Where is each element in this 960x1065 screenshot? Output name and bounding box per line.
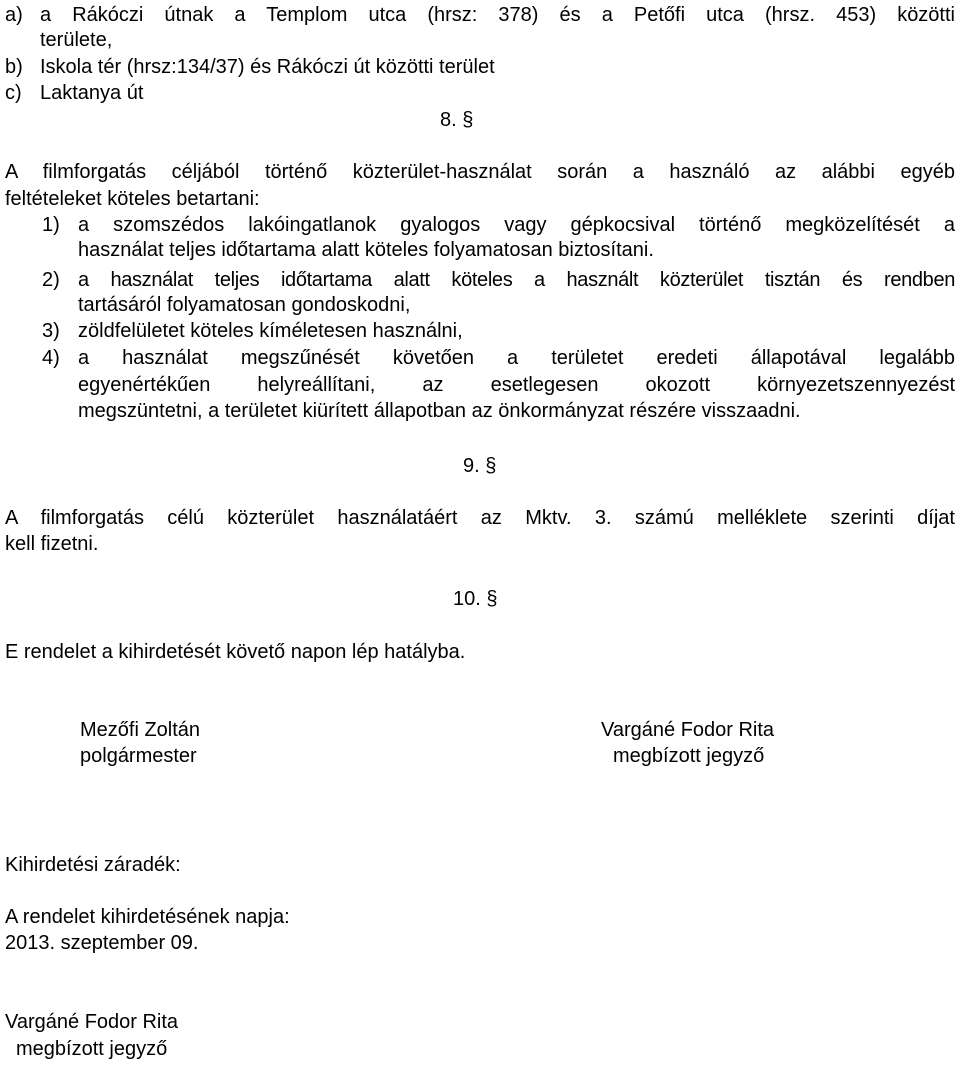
list-marker-b: b): [5, 56, 23, 78]
section-heading-9: 9. §: [463, 455, 497, 477]
section10-text: E rendelet a kihirdetését követő napon lép hatályba.: [5, 641, 466, 663]
section8-item1-line1: a szomszédos lakóingatlanok gyalogos vagy gépkocsival történő megközelítését a: [78, 214, 955, 236]
announcement-date-label: A rendelet kihirdetésének napja:: [5, 906, 290, 928]
section8-item1-marker: 1): [42, 214, 60, 236]
section8-intro-line2: feltételeket köteles betartani:: [5, 188, 260, 210]
section8-item4-line1: a használat megszűnését követően a területet eredeti állapotával legalább: [78, 347, 955, 369]
section8-item2-marker: 2): [42, 269, 60, 291]
section8-item4-marker: 4): [42, 347, 60, 369]
section8-item1-line2: használat teljes időtartama alatt köteles folyamatosan biztosítani.: [78, 239, 654, 261]
section8-intro-line1: A filmforgatás céljából történő közterület-használat során a használó az alábbi egyéb: [5, 161, 955, 183]
section8-item3-marker: 3): [42, 320, 60, 342]
section8-item4-line3: megszüntetni, a területet kiürített állapotban az önkormányzat részére visszaadni.: [78, 400, 801, 422]
list-item-a-line1: a Rákóczi útnak a Templom utca (hrsz: 378) és a Petőfi utca (hrsz. 453) közötti: [40, 4, 955, 26]
section-heading-8: 8. §: [440, 109, 474, 131]
signature-right-title: megbízott jegyző: [613, 745, 765, 767]
list-item-c: Laktanya út: [40, 82, 144, 104]
section8-item4-line2: egyenértékűen helyreállítani, az esetlegesen okozott környezetszennyezést: [78, 374, 955, 396]
list-item-b: Iskola tér (hrsz:134/37) és Rákóczi út közötti terület: [40, 56, 495, 78]
section8-item2-line1: a használat teljes időtartama alatt köteles a használt közterület tisztán és rendben: [78, 269, 955, 291]
signature-left-title: polgármester: [80, 745, 197, 767]
section9-text-line2: kell fizetni.: [5, 533, 99, 555]
section8-item3-line1: zöldfelületet köteles kíméletesen használni,: [78, 320, 463, 342]
announcement-date-value: 2013. szeptember 09.: [5, 932, 199, 954]
list-marker-c: c): [5, 82, 22, 104]
announcement-signer-title: megbízott jegyző: [16, 1038, 168, 1060]
announcement-heading: Kihirdetési záradék:: [5, 854, 181, 876]
signature-right-name: Vargáné Fodor Rita: [601, 719, 775, 741]
list-marker-a: a): [5, 4, 23, 26]
list-item-a-line2: területe,: [40, 29, 113, 51]
section9-text-line1: A filmforgatás célú közterület használatáért az Mktv. 3. számú melléklete szerinti díjat: [5, 507, 955, 529]
signature-left-name: Mezőfi Zoltán: [80, 719, 201, 741]
section-heading-10: 10. §: [453, 588, 498, 610]
section8-item2-line2: tartásáról folyamatosan gondoskodni,: [78, 294, 411, 316]
announcement-signer-name: Vargáné Fodor Rita: [5, 1011, 179, 1033]
